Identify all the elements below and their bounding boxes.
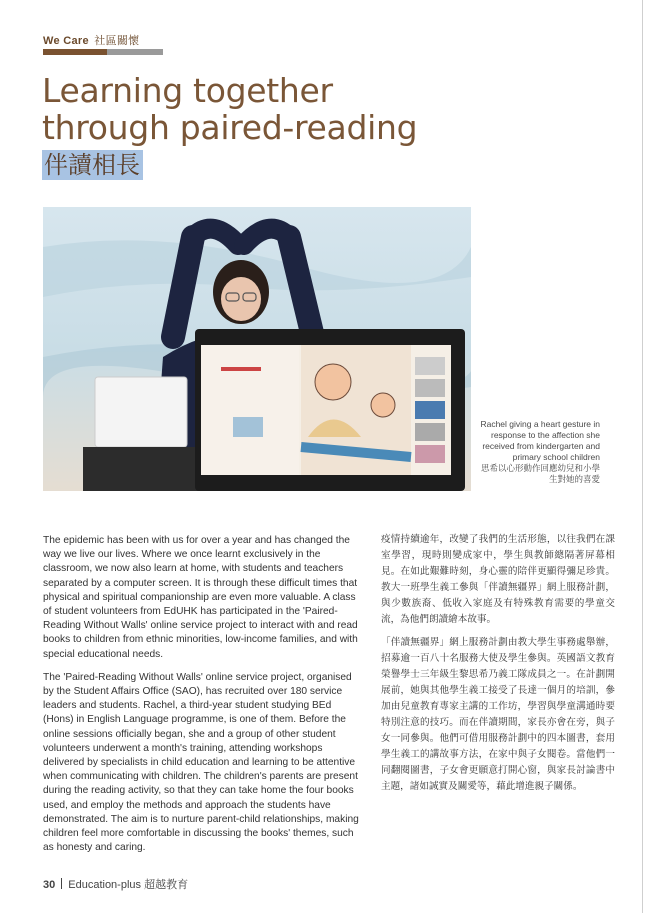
article-body-chinese: [381, 532, 615, 802]
photo-illustration: [43, 207, 471, 491]
page-title-zh: 伴讀相長: [42, 150, 143, 180]
publication-name-zh: 超越教育: [144, 879, 189, 891]
paragraph-en-2: The 'Paired-Reading Without Walls' online service project, organised by the Student Affairs Office (SAO), has recruited over 180 service leaders and students. Rachel, a third-year student studying BEd (Hons) in English Language programme, is one of them. Before the online sessions officially began, she and a group of other student volunteers underwent a month's training, attending workshops delivered by specialists in child education and learning to be attentive when communicating with children. The children's parents are present during the reading activity, so that they can take home the four books used, and employ the methods and approach the students have demonstrated. The aim is to nurture parent-child relationships, making children feel more comfortable in discussing the books' themes, such as honesty and caring.: [43, 671, 359, 854]
page-footer: [43, 876, 188, 892]
page-number: 30: [43, 879, 56, 891]
photo-caption: [480, 419, 600, 485]
caption-zh: 思希以心形動作回應幼兒和小學生對她的喜愛: [480, 463, 600, 484]
page-title: Learning together through paired-reading: [42, 71, 418, 147]
publication-name-en: Education-plus: [68, 879, 142, 891]
section-tag-en: We Care: [43, 35, 89, 47]
caption-en: Rachel giving a heart gesture in response to the affection she received from kindergarten and primary school children: [480, 419, 600, 462]
paragraph-zh-2: 「伴讀無疆界」網上服務計劃由教大學生事務處舉辦，招募逾一百八十名服務大使及學生參與。英國語文教育榮譽學士三年級生黎思希乃義工隊成員之一。在計劃開展前，她與其他學生義工接受了長達一個月的培訓，參加由兒童教育專家主講的工作坊，學習與學童溝通時要特別注意的技巧。而在伴讀期間，家長亦會在旁，與子女一同參與。他們可借用服務計劃中的四本圖書，套用學生義工的講故事方法，在家中與子女閱卷。當他們一同翻閱圖書，子女會更願意打開心窗，與家長討論書中主題，諸如誠實及關愛等，藉此增進親子關係。: [381, 637, 615, 792]
section-tag: [43, 32, 139, 48]
section-bar-grey: [107, 49, 163, 55]
feature-photo: [43, 207, 471, 491]
paragraph-zh-1: 疫情持續逾年，改變了我們的生活形態，以往我們在課室學習，現時則變成家中，學生與教師總隔著屏幕相見。在如此艱難時刻，身心靈的陪伴更顯得彌足珍貴。教大一班學生義工參與「伴讀無疆界」網上服務計劃，與少數族裔、低收入家庭及有特殊教育需要的學童交流，為他們朗讀繪本故事。: [381, 534, 615, 625]
section-tag-zh: 社區關懷: [94, 35, 140, 47]
article-body-english: [43, 534, 363, 864]
paragraph-en-1: The epidemic has been with us for over a year and has changed the way we live our lives. Where we once learnt exclusively in the classroom, we now also learn at home, with students and teachers separated by a computer screen. It is through these difficult times that physical and spiritual companionship are even more valuable. A class of student volunteers from EdUHK has participated in the 'Paired-Reading Without Walls' online service project to interact with and read books to children from ethnic minorities, low-income families, and with special educational needs.: [43, 535, 358, 660]
section-bar-brown: [43, 49, 107, 55]
page-edge: [642, 0, 643, 913]
footer-divider: [61, 878, 62, 889]
